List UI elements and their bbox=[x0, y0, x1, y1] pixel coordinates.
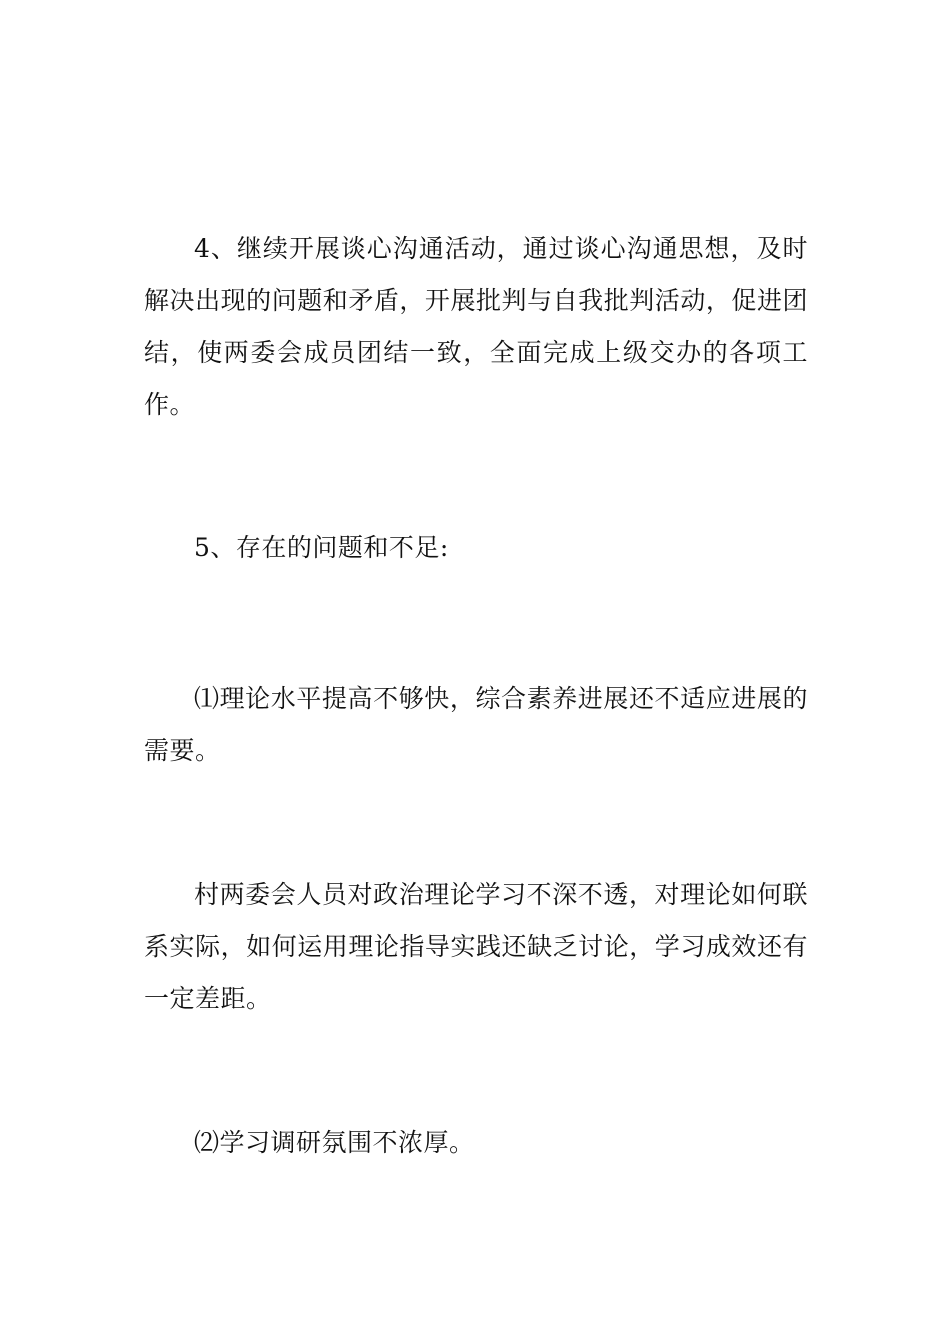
paragraph-subitem-1: ⑴理论水平提高不够快，综合素养进展还不适应进展的需要。 bbox=[144, 684, 808, 765]
paragraph-item-4: 4、继续开展谈心沟通活动，通过谈心沟通思想，及时解决出现的问题和矛盾，开展批判与自我批判活动，促进团结，使两委会成员团结一致，全面完成上级交办的各项工作。 bbox=[144, 234, 808, 419]
paragraph-subitem-1-detail: 村两委会人员对政治理论学习不深不透，对理论如何联系实际，如何运用理论指导实践还缺乏讨论，学习成效还有一定差距。 bbox=[144, 880, 808, 1013]
paragraph-subitem-2: ⑵学习调研氛围不浓厚。 bbox=[194, 1128, 475, 1157]
paragraph-item-5-heading: 5、存在的问题和不足: bbox=[194, 533, 449, 562]
